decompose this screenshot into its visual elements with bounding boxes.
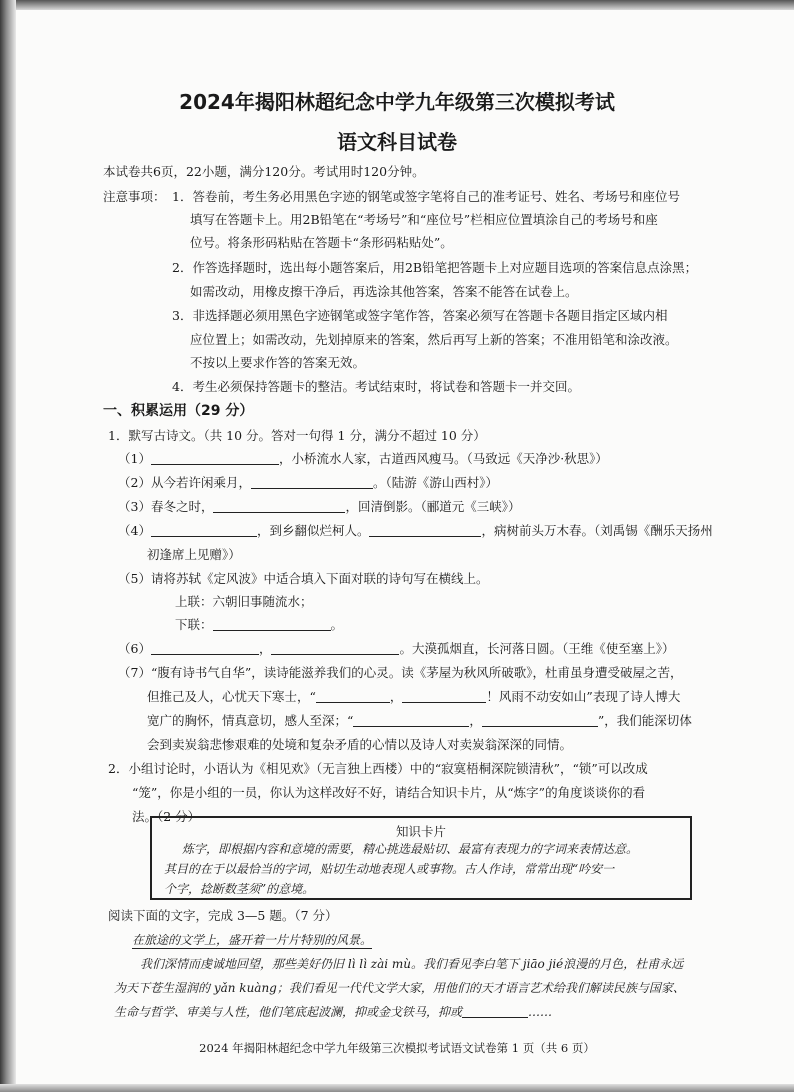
reading-p1-line1: 我们深情而虔诚地回望，那些美好仍旧 lì lì zài mù。我们看见李白笔下 jiāo jié浪漫的月色，杜甫永远 <box>140 957 684 971</box>
note2-line1: 2．作答选择题时，选出每小题答案后，用2B铅笔把答题卡上对应题目选项的答案信息点涂黑； <box>172 260 698 275</box>
q1-4-text-1: ，到乡翻似烂柯人。 <box>256 523 370 538</box>
scan-bottom-edge <box>0 1084 794 1092</box>
q1-7-blank-1[interactable] <box>316 689 390 703</box>
q1-5-lower-label: 下联： <box>175 617 213 632</box>
note3-line2: 应位置上；如需改动，先划掉原来的答案，然后再写上新的答案；不准用铅笔和涂改液。 <box>190 332 678 347</box>
q1-7-line4: 会到卖炭翁悲惨艰难的处境和复杂矛盾的心情以及诗人对卖炭翁深深的同情。 <box>147 737 573 752</box>
scan-left-edge <box>0 0 16 1092</box>
q1-7-comma: ， <box>389 689 403 704</box>
scan-top-edge <box>0 0 794 10</box>
q1-2 <box>118 475 498 491</box>
q1-1-text: ，小桥流水人家，古道西风瘦马。（马致远《天净沙·秋思》） <box>278 451 608 466</box>
exam-subtitle: 语文科目试卷 <box>337 130 457 154</box>
q1-7-text-d: 宽广的胸怀，情真意切，感人至深；“ <box>147 713 354 728</box>
reading-p1-line3-text: 生命与哲学、审美与人性，他们笔底起波澜，抑或金戈铁马，抑或 <box>114 1005 463 1019</box>
q1-6-source: 。大漠孤烟直，长河落日圆。（王维《使至塞上》） <box>399 641 675 656</box>
reading-p1-ellipsis: …… <box>528 1005 553 1019</box>
q1-5-end: 。 <box>330 617 344 632</box>
page-footer: 2024 年揭阳林超纪念中学九年级第三次模拟考试语文试卷第 1 页（共 6 页） <box>199 1041 595 1055</box>
q1-5-upper: 上联：六朝旧事随流水； <box>175 594 313 609</box>
reading-instruction: 阅读下面的文字，完成 3—5 题。（7 分） <box>108 908 338 923</box>
q1-6-blank-2[interactable] <box>271 641 399 655</box>
q1-1 <box>118 451 608 467</box>
reading-p1-line3 <box>114 1004 552 1020</box>
note3-line1: 3．非选择题必须用黑色字迹钢笔或签字笔作答，答案必须写在答题卡各题目指定区域内相 <box>172 308 668 323</box>
q1-6 <box>118 641 674 657</box>
q1-3-source: ，回清倒影。（郦道元《三峡》） <box>345 499 521 514</box>
q1-4-blank-1[interactable] <box>151 523 257 537</box>
q1-7-line1: （7）“腹有诗书气自华”，读诗能滋养我们的心灵。读《茅屋为秋风所破歌》，杜甫虽身遭受破屋之苦， <box>118 665 683 680</box>
q1-6-blank-1[interactable] <box>151 641 259 655</box>
q1-7-blank-2[interactable] <box>402 689 486 703</box>
q1-3-text: （3）春冬之时， <box>118 499 214 514</box>
q1-2-source: 。（陆游《游山西村》） <box>372 475 498 490</box>
q1-2-blank[interactable] <box>251 475 373 489</box>
q1-5-lower <box>175 617 343 633</box>
q1-4 <box>118 523 713 539</box>
q1-1-blank[interactable] <box>151 451 279 465</box>
knowledge-card-line1: 炼字，即根据内容和意境的需要，精心挑选最贴切、最富有表现力的字词来表情达意。 <box>182 842 639 856</box>
note2-line2: 如需改动，用橡皮擦干净后，再选涂其他答案，答案不能答在试卷上。 <box>190 284 578 299</box>
reading-p1-line2: 为天下苍生湿润的 yǎn kuàng；我们看见一代代文学大家，用他们的天才语言艺术给我们解读民族与国家、 <box>114 981 685 995</box>
q2-line3: 法。（2 分） <box>132 809 201 824</box>
q1-7-text-e: ”，我们能深切体 <box>597 713 692 728</box>
q1-3-blank[interactable] <box>213 499 345 513</box>
q1-7-line3: 宽广的胸怀，情真意切，感人至深；“ ， ”，我们能深切体 <box>147 713 692 728</box>
note1-line3: 位号。将条形码粘贴在答题卡“条形码粘贴处”。 <box>190 235 453 250</box>
q1-4-num: （4） <box>118 523 151 538</box>
exam-info: 本试卷共6页，22小题，满分120分。考试用时120分钟。 <box>103 164 425 179</box>
section1-heading: 一、积累运用（29 分） <box>103 403 254 419</box>
note3-line3: 不按以上要求作答的答案无效。 <box>190 355 366 370</box>
q1-7-line2 <box>147 689 680 705</box>
q1-5-prompt: （5）请将苏轼《定风波》中适合填入下面对联的诗句写在横线上。 <box>118 571 489 586</box>
note4: 4．考生必须保持答题卡的整洁。考试结束时，将试卷和答题卡一并交回。 <box>172 379 580 394</box>
q2-line2: “笼”，你是小组的一员，你认为这样改好不好，请结合知识卡片，从“炼字”的角度谈谈你的看 <box>132 785 646 800</box>
q1-7-text-a: 但推己及人，心忧天下寒士，“ <box>147 689 316 704</box>
q2-line1: 2．小组讨论时，小语认为《相见欢》（无言独上西楼）中的“寂寞梧桐深院锁清秋”，“锁”可以改成 <box>108 761 648 776</box>
q1-7-blank-3[interactable] <box>353 713 469 727</box>
q1-6-comma: ， <box>258 641 272 656</box>
knowledge-card-line2: 其目的在于以最恰当的字词，贴切生动地表现人或事物。古人作诗，常常出现“吟安一 <box>164 862 615 876</box>
q1-4-text-2: ，病树前头万木春。（刘禹锡《酬乐天扬州 <box>481 523 713 538</box>
reading-title: 在旅途的文学上，盛开着一片片特别的风景。 <box>132 933 373 947</box>
note1-line1: 1．答卷前，考生务必用黑色字迹的钢笔或签字笔将自己的准考证号、姓名、考场号和座位号 <box>172 189 680 204</box>
q1-4-source: 初逢席上见赠》） <box>147 547 241 562</box>
note1-line2: 填写在答题卡上。用2B铅笔在“考场号”和“座位号”栏相应位置填涂自己的考场号和座 <box>190 212 658 227</box>
q1-2-text: （2）从今若许闲乘月， <box>118 475 251 490</box>
q1-1-num: （1） <box>118 451 151 466</box>
knowledge-card-line3: 个字，捻断数茎须”的意境。 <box>164 882 315 896</box>
reading-blank[interactable] <box>462 1004 528 1018</box>
q1-intro: 1．默写古诗文。（共 10 分。答对一句得 1 分，满分不超过 10 分） <box>108 428 486 443</box>
notes-label: 注意事项： <box>103 189 166 204</box>
q1-4-blank-2[interactable] <box>369 523 481 537</box>
knowledge-card <box>150 816 692 900</box>
q1-7-text-c: ！风雨不动安如山”表现了诗人博大 <box>486 689 681 704</box>
q1-7-blank-4[interactable] <box>482 713 598 727</box>
exam-title: 2024年揭阳林超纪念中学九年级第三次模拟考试 <box>179 90 615 114</box>
knowledge-card-title: 知识卡片 <box>395 824 446 839</box>
q1-6-num: （6） <box>118 641 151 656</box>
q1-3 <box>118 499 520 515</box>
q1-5-blank[interactable] <box>213 617 331 631</box>
